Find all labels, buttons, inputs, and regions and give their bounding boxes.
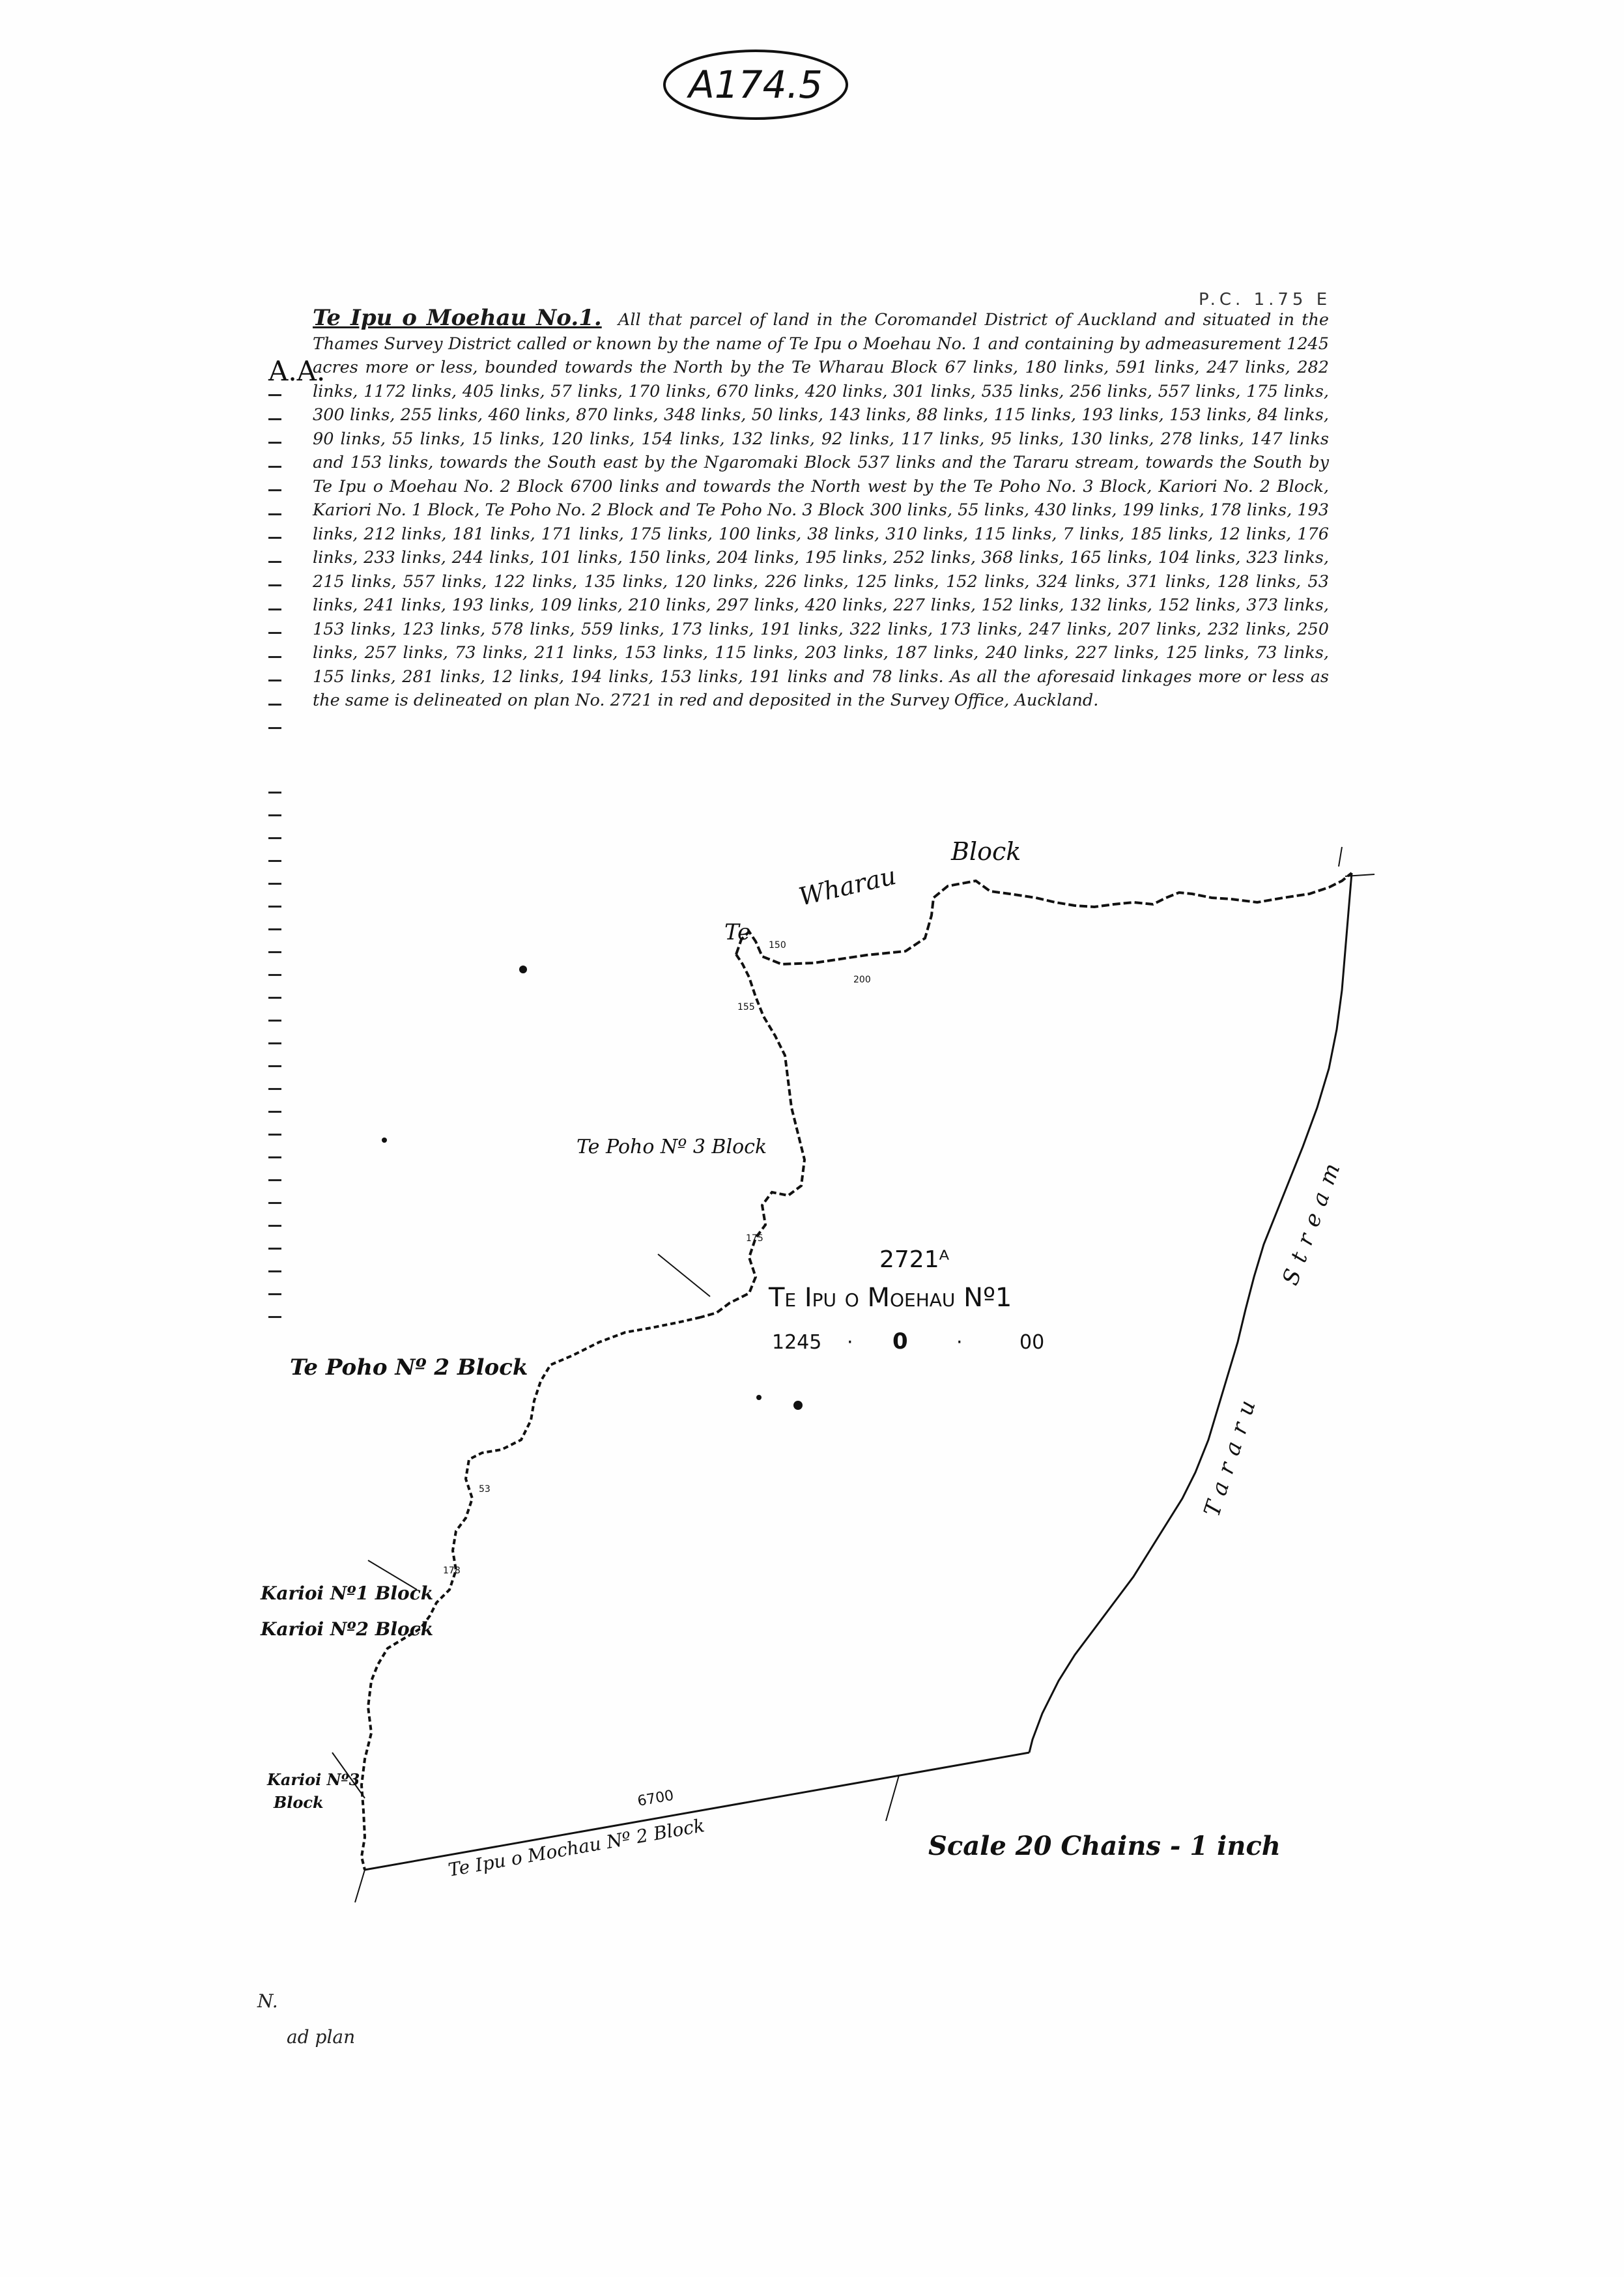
label-wharau: Wharau	[796, 861, 899, 911]
label-kariori-3: Karioi Nº3	[267, 1770, 360, 1789]
label-te-poho-3: Te Poho Nº 3 Block	[577, 1136, 767, 1158]
interior-dot-1	[756, 1395, 762, 1400]
area-separator-1: ·	[847, 1331, 853, 1354]
area-roods: 0	[892, 1328, 908, 1354]
area-acres: 1245	[772, 1331, 822, 1354]
tararu-stream	[1029, 873, 1352, 1753]
deed-title: Te Ipu o Moehau No.1.	[313, 305, 602, 331]
label-tararu: Tararu	[1199, 1388, 1264, 1520]
segment-label-4: 175	[746, 1233, 763, 1244]
te-poho-3-pointer	[658, 1254, 710, 1296]
label-kariori-3-block: Block	[274, 1793, 324, 1812]
area-separator-2: ·	[956, 1331, 963, 1354]
south-east-stub	[886, 1775, 899, 1821]
segment-label-2: 200	[853, 975, 871, 985]
reference-stamp-text: A174.5	[689, 63, 823, 107]
label-stream: Stream	[1277, 1151, 1349, 1289]
segment-label-1: 150	[769, 940, 786, 951]
east-tick	[1339, 847, 1375, 876]
segment-label-6: 178	[443, 1566, 461, 1576]
label-te-poho-2: Te Poho Nº 2 Block	[290, 1354, 528, 1381]
label-south-distance: 6700	[636, 1787, 676, 1810]
area-perches: 00	[1019, 1331, 1045, 1354]
map-mark-2	[382, 1138, 387, 1143]
segment-label-3: 155	[737, 1002, 755, 1012]
plan-number: 2721ᴬ	[879, 1246, 950, 1273]
scale-note: Scale 20 Chains - 1 inch	[928, 1831, 1281, 1861]
label-block-top: Block	[951, 837, 1021, 866]
corner-reference: P.C. 1.75 E	[1199, 290, 1332, 309]
interior-dot-2	[793, 1401, 803, 1410]
map-mark-1	[519, 966, 527, 973]
segment-label-5: 53	[479, 1484, 491, 1495]
south-stub	[355, 1870, 365, 1902]
bottom-note-2: ad plan	[287, 2026, 356, 2048]
label-kariori-2: Karioi Nº2 Block	[261, 1618, 434, 1640]
bottom-note-1: N.	[257, 1990, 278, 2012]
label-south-block: Te Ipu o Mochau Nº 2 Block	[446, 1814, 706, 1881]
label-kariori-1: Karioi Nº1 Block	[261, 1582, 434, 1604]
deed-text: All that parcel of land in the Coromandel District of Auckland and situated in the Thames Survey District called or known by the name of Te Ipu o Moehau No. 1 and containing by admeasurement 1245 acres more or less, bounded towards the North by the Te Wharau Block 67 links, 180 links, 591 links, 247 links, 282 links, 1172 links, 405 links, 57 links, 170 links, 670 links, 420 links, 301 links, 535 links, 256 links, 557 links, 175 links, 300 links, 255 links, 460 links, 870 links, 348 links, 50 links, 143 links, 88 links, 115 links, 193 links, 153 links, 84 links, 90 links, 55 links, 15 links, 120 links, 154 links, 132 links, 92 links, 117 links, 95 links, 130 links, 278 links, 147 links and 153 links, towards the South east by the Ngaromaki Block 537 links and the Tararu stream, towards the South by Te Ipu o Moehau No. 2 Block 6700 links and towards the North west by the Te Poho No. 3 Block, Kariori No. 2 Block, Kariori No. 1 Block, Te Poho No. 2 Block and Te Poho No. 3 Block 300 links, 55 links, 430 links, 199 links, 178 links, 193 links, 212 links, 181 links, 171 links, 175 links, 100 links, 38 links, 310 links, 115 links, 7 links, 185 links, 12 links, 176 links, 233 links, 244 links, 101 links, 150 links, 204 links, 195 links, 252 links, 368 links, 165 links, 104 links, 323 links, 215 links, 557 links, 122 links, 135 links, 120 links, 226 links, 125 links, 152 links, 324 links, 371 links, 128 links, 53 links, 241 links, 193 links, 109 links, 210 links, 297 links, 420 links, 227 links, 152 links, 132 links, 152 links, 373 links, 153 links, 123 links, 578 links, 559 links, 173 links, 191 links, 322 links, 173 links, 247 links, 207 links, 232 links, 250 links, 257 links, 73 links, 211 links, 153 links, 115 links, 203 links, 187 links, 240 links, 227 links, 125 links, 73 links, 155 links, 281 links, 12 links, 194 links, 153 links, 191 links and 78 links. As all the aforesaid linkages more or less as the same is delineated on plan No. 2721 in red and deposited in the Survey Office, Auckland.	[313, 310, 1330, 710]
parcel-name: Te Ipu o Moehau Nº1	[769, 1283, 1012, 1313]
label-te: Te	[724, 919, 751, 945]
margin-initials: A.A.	[268, 355, 326, 387]
